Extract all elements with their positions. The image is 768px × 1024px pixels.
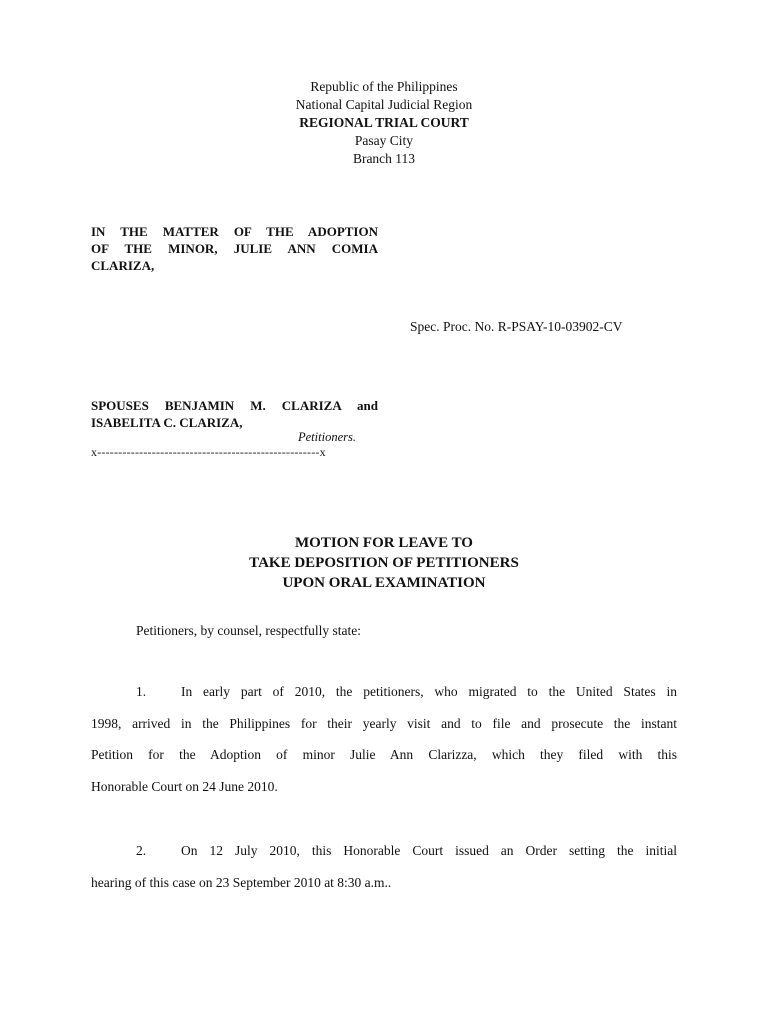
paragraph-line: hearing of this case on 23 September 2010 at 8:30 a.m..: [91, 874, 392, 890]
title-line: TAKE DEPOSITION OF PETITIONERS: [249, 555, 519, 571]
paragraph-number: 2.: [136, 843, 147, 858]
paragraph-text: In early part of 2010, the petitioners, who migrated to the United States in: [181, 684, 677, 699]
matter-line: CLARIZA,: [91, 258, 155, 273]
header-branch: Branch 113: [352, 151, 416, 166]
intro-statement: Petitioners, by counsel, respectfully state:: [136, 623, 361, 638]
petitioners-label: Petitioners.: [298, 430, 356, 444]
paragraph-line: 1998, arrived in the Philippines for their yearly visit and to file and prosecute the instant: [91, 715, 677, 731]
paragraph-line: [91, 835, 677, 867]
case-caption-parties: [91, 397, 378, 431]
header-region: National Capital Judicial Region: [295, 97, 473, 112]
case-number: Spec. Proc. No. R-PSAY-10-03902-CV: [410, 319, 623, 334]
title-line: MOTION FOR LEAVE TO: [295, 535, 473, 551]
parties-line: ISABELITA C. CLARIZA,: [91, 415, 243, 430]
paragraph-text: On 12 July 2010, this Honorable Court issued an Order setting the initial: [181, 843, 677, 858]
paragraph-number: 1.: [136, 684, 147, 699]
matter-line: OF THE MINOR, JULIE ANN COMIA: [91, 241, 378, 256]
paragraph-2: [91, 835, 677, 898]
title-line: UPON ORAL EXAMINATION: [282, 575, 486, 591]
paragraph-line: Petition for the Adoption of minor Julie Ann Clarizza, which they filed with this: [91, 747, 677, 762]
paragraph-line: Honorable Court on 24 June 2010.: [91, 778, 278, 794]
paragraph-line: [91, 676, 677, 708]
document-title: [0, 533, 768, 593]
case-caption-matter: [91, 223, 378, 274]
header-republic: Republic of the Philippines: [310, 79, 458, 94]
paragraph-1: [91, 676, 677, 802]
matter-line: IN THE MATTER OF THE ADOPTION: [91, 224, 378, 239]
caption-separator: x-----------------------------------------------------x: [91, 445, 326, 459]
header-city: Pasay City: [354, 133, 414, 148]
parties-line: SPOUSES BENJAMIN M. CLARIZA and: [91, 398, 378, 413]
header-court: REGIONAL TRIAL COURT: [299, 115, 469, 130]
court-header: [0, 78, 768, 168]
